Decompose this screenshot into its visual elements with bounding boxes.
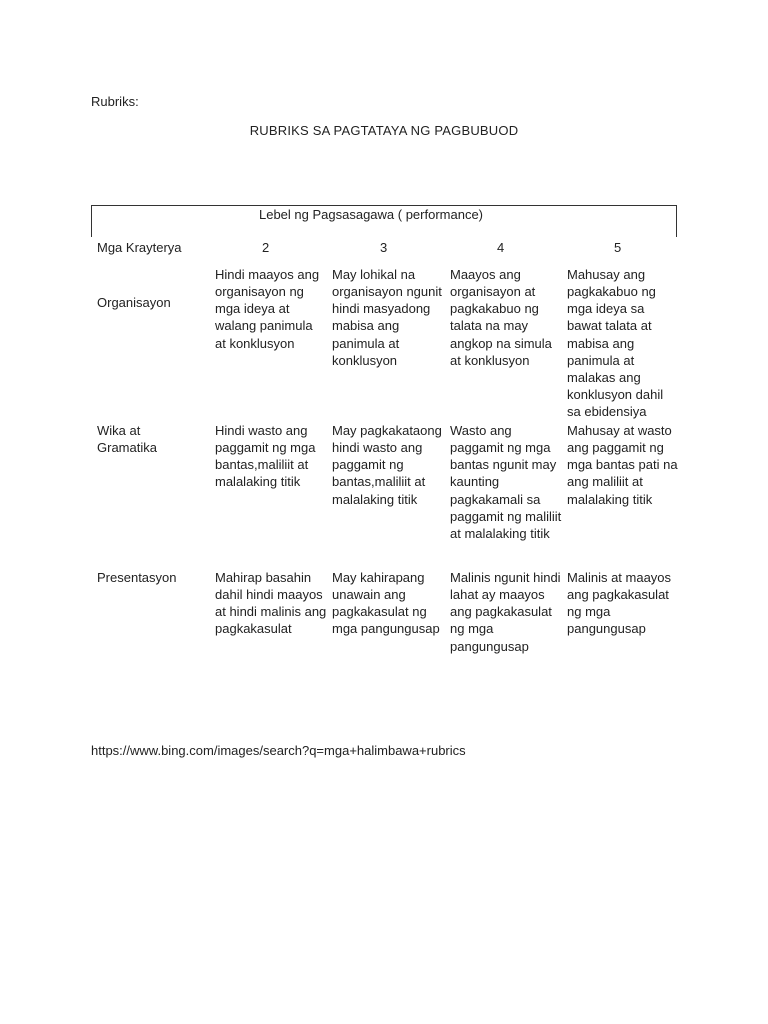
label-rubriks: Rubriks:: [91, 94, 139, 109]
table-cell: Mahusay ang pagkakabuo ng mga ideya sa bawat talata at mabisa ang panimula at malakas ang konklusyon dahil sa ebidensiya: [567, 267, 664, 420]
source-url: https://www.bing.com/images/search?q=mga+halimbawa+rubrics: [91, 743, 466, 758]
column-header-2: 2: [262, 240, 270, 255]
table-cell: Mahirap basahin dahil hindi maayos at hindi malinis ang pagkakasulat: [215, 570, 327, 637]
column-header-5: 5: [614, 240, 622, 255]
table-cell: May kahirapang unawain ang pagkakasulat ng mga pangungusap: [332, 570, 440, 637]
page-title: RUBRIKS SA PAGTATAYA NG PAGBUBUOD: [249, 123, 519, 138]
table-cell: Maayos ang organisayon at pagkakabuo ng talata na may angkop na simula at konklusyon: [450, 267, 552, 368]
table-cell: Hindi maayos ang organisayon ng mga ideya at walang panimula at konklusyon: [215, 267, 320, 351]
row-criteria-presentasyon: Presentasyon: [97, 570, 177, 585]
table-cell: Hindi wasto ang paggamit ng mga bantas,maliliit at malalaking titik: [215, 423, 316, 490]
table-cell: May pagkakataong hindi wasto ang paggamit ng bantas,maliliit at malalaking titik: [332, 423, 442, 507]
table-cell: Mahusay at wasto ang paggamit ng mga bantas pati na ang maliliit at malalaking titik: [567, 423, 678, 507]
table-cell: Malinis ngunit hindi lahat ay maayos ang pagkakasulat ng mga pangungusap: [450, 570, 561, 654]
table-cell: May lohikal na organisayon ngunit hindi masyadong mabisa ang panimula at konklusyon: [332, 267, 442, 368]
table-cell: Malinis at maayos ang pagkakasulat ng mga pangungusap: [567, 570, 672, 637]
column-header-4: 4: [497, 240, 505, 255]
row-criteria-wika: Wika at Gramatika: [97, 423, 157, 456]
row-criteria-organisayon: Organisayon: [97, 295, 171, 310]
table-cell: Wasto ang paggamit ng mga bantas ngunit may kaunting pagkakamali sa paggamit ng maliliit at malalaking titik: [450, 423, 562, 541]
table-header: Lebel ng Pagsasagawa ( performance): [258, 207, 484, 222]
column-header-criteria: Mga Krayterya: [97, 240, 182, 255]
column-header-3: 3: [380, 240, 388, 255]
